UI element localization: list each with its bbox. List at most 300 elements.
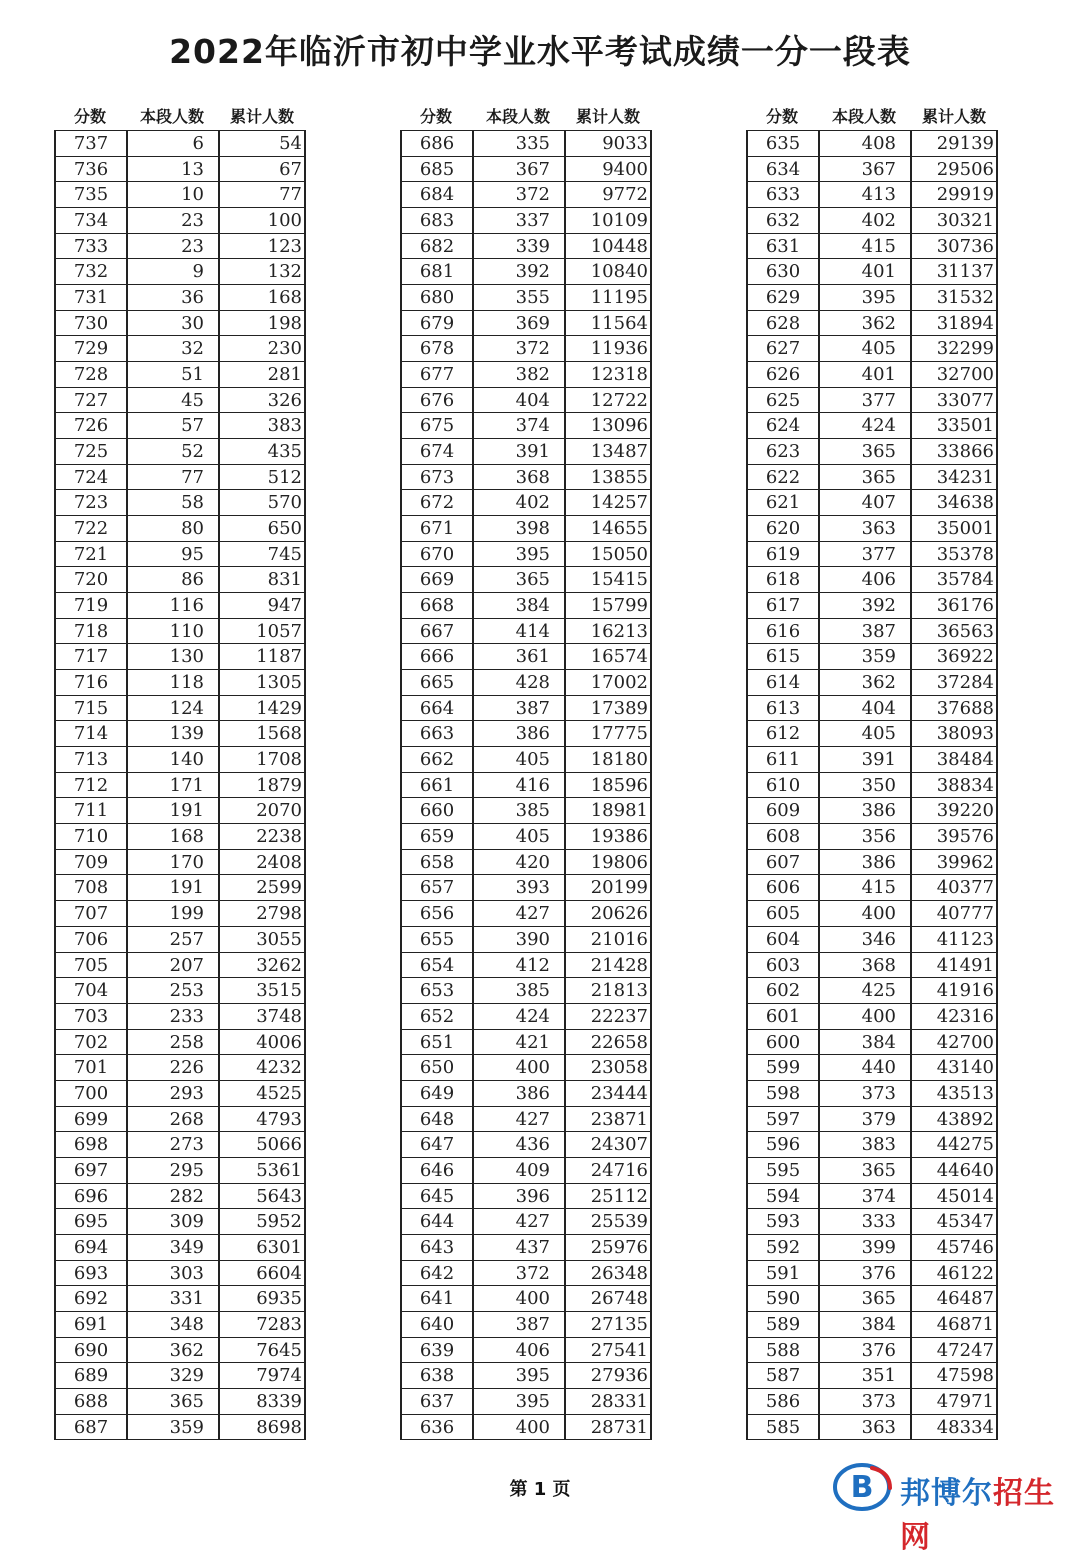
count-cell: 368 — [472, 465, 564, 491]
count-cell: 191 — [126, 798, 218, 824]
total-cell: 26748 — [564, 1286, 652, 1312]
header-count: 本段人数 — [485, 107, 550, 126]
count-cell: 390 — [472, 927, 564, 953]
score-cell: 724 — [54, 465, 126, 491]
table-row — [400, 1338, 652, 1364]
total-cell: 25112 — [564, 1184, 652, 1210]
total-cell: 33501 — [910, 413, 998, 439]
score-cell: 604 — [746, 927, 818, 953]
score-cell: 611 — [746, 747, 818, 773]
score-cell: 635 — [746, 131, 818, 157]
total-cell: 12722 — [564, 388, 652, 414]
score-cell: 716 — [54, 670, 126, 696]
total-cell: 5952 — [218, 1209, 306, 1235]
total-cell: 6604 — [218, 1261, 306, 1287]
count-cell: 387 — [472, 696, 564, 722]
score-cell: 684 — [400, 182, 472, 208]
count-cell: 404 — [472, 388, 564, 414]
table-row — [746, 747, 998, 773]
score-cell: 662 — [400, 747, 472, 773]
total-cell: 34231 — [910, 465, 998, 491]
count-cell: 392 — [472, 259, 564, 285]
count-cell: 416 — [472, 773, 564, 799]
table-row — [400, 362, 652, 388]
total-cell: 2408 — [218, 850, 306, 876]
count-cell: 393 — [472, 875, 564, 901]
count-cell: 368 — [818, 953, 910, 979]
score-cell: 659 — [400, 824, 472, 850]
table-row — [746, 336, 998, 362]
table-row — [746, 1055, 998, 1081]
table-row — [746, 927, 998, 953]
total-cell: 43513 — [910, 1081, 998, 1107]
table-row — [400, 798, 652, 824]
table-row — [54, 1261, 306, 1287]
total-cell: 13487 — [564, 439, 652, 465]
score-cell: 649 — [400, 1081, 472, 1107]
total-cell: 17775 — [564, 721, 652, 747]
count-cell: 377 — [818, 542, 910, 568]
total-cell: 570 — [218, 490, 306, 516]
table-rows — [400, 130, 652, 1440]
total-cell: 29919 — [910, 182, 998, 208]
count-cell: 116 — [126, 593, 218, 619]
table-row — [746, 1107, 998, 1133]
count-cell: 331 — [126, 1286, 218, 1312]
total-cell: 2798 — [218, 901, 306, 927]
header-total: 累计人数 — [575, 107, 640, 126]
table-row — [746, 1261, 998, 1287]
count-cell: 52 — [126, 439, 218, 465]
count-cell: 412 — [472, 953, 564, 979]
total-cell: 27541 — [564, 1338, 652, 1364]
table-row — [400, 388, 652, 414]
total-cell: 35001 — [910, 516, 998, 542]
total-cell: 383 — [218, 413, 306, 439]
total-cell: 36563 — [910, 619, 998, 645]
table-row — [746, 953, 998, 979]
total-cell: 22237 — [564, 1004, 652, 1030]
table-row — [54, 1132, 306, 1158]
total-cell: 46122 — [910, 1261, 998, 1287]
count-cell: 333 — [818, 1209, 910, 1235]
table-row — [400, 670, 652, 696]
total-cell: 25539 — [564, 1209, 652, 1235]
total-cell: 67 — [218, 157, 306, 183]
total-cell: 18981 — [564, 798, 652, 824]
count-cell: 350 — [818, 773, 910, 799]
score-cell: 696 — [54, 1184, 126, 1210]
score-cell: 688 — [54, 1389, 126, 1415]
count-cell: 406 — [472, 1338, 564, 1364]
score-cell: 728 — [54, 362, 126, 388]
count-cell: 170 — [126, 850, 218, 876]
total-cell: 37284 — [910, 670, 998, 696]
total-cell: 281 — [218, 362, 306, 388]
total-cell: 45347 — [910, 1209, 998, 1235]
count-cell: 427 — [472, 1209, 564, 1235]
score-cell: 709 — [54, 850, 126, 876]
score-cell: 655 — [400, 927, 472, 953]
count-cell: 367 — [472, 157, 564, 183]
table-row — [400, 157, 652, 183]
total-cell: 28731 — [564, 1415, 652, 1441]
score-cell: 587 — [746, 1363, 818, 1389]
table-row — [746, 850, 998, 876]
count-cell: 329 — [126, 1363, 218, 1389]
count-cell: 351 — [818, 1363, 910, 1389]
score-cell: 725 — [54, 439, 126, 465]
table-header — [54, 104, 306, 130]
table-row — [400, 773, 652, 799]
table-row — [400, 927, 652, 953]
table-row — [54, 388, 306, 414]
total-cell: 38093 — [910, 721, 998, 747]
count-cell: 398 — [472, 516, 564, 542]
score-cell: 681 — [400, 259, 472, 285]
score-cell: 713 — [54, 747, 126, 773]
total-cell: 18596 — [564, 773, 652, 799]
count-cell: 6 — [126, 131, 218, 157]
total-cell: 831 — [218, 567, 306, 593]
score-cell: 586 — [746, 1389, 818, 1415]
table-row — [54, 670, 306, 696]
score-cell: 673 — [400, 465, 472, 491]
watermark-text-part1: 邦博尔 — [900, 1476, 993, 1511]
table-row — [746, 490, 998, 516]
count-cell: 420 — [472, 850, 564, 876]
count-cell: 191 — [126, 875, 218, 901]
count-cell: 382 — [472, 362, 564, 388]
count-cell: 424 — [818, 413, 910, 439]
score-cell: 668 — [400, 593, 472, 619]
count-cell: 348 — [126, 1312, 218, 1338]
total-cell: 14655 — [564, 516, 652, 542]
score-cell: 614 — [746, 670, 818, 696]
table-row — [400, 234, 652, 260]
table-row — [54, 773, 306, 799]
total-cell: 23058 — [564, 1055, 652, 1081]
table-row — [746, 773, 998, 799]
total-cell: 230 — [218, 336, 306, 362]
table-row — [54, 542, 306, 568]
count-cell: 392 — [818, 593, 910, 619]
total-cell: 39220 — [910, 798, 998, 824]
count-cell: 402 — [472, 490, 564, 516]
table-row — [54, 413, 306, 439]
score-cell: 732 — [54, 259, 126, 285]
total-cell: 39962 — [910, 850, 998, 876]
count-cell: 199 — [126, 901, 218, 927]
table-row — [54, 721, 306, 747]
total-cell: 44275 — [910, 1132, 998, 1158]
table-row — [746, 1209, 998, 1235]
count-cell: 233 — [126, 1004, 218, 1030]
count-cell: 355 — [472, 285, 564, 311]
count-cell: 374 — [818, 1184, 910, 1210]
count-cell: 386 — [472, 1081, 564, 1107]
table-row — [400, 1107, 652, 1133]
score-cell: 691 — [54, 1312, 126, 1338]
table-row — [54, 182, 306, 208]
total-cell: 41916 — [910, 978, 998, 1004]
count-cell: 376 — [818, 1261, 910, 1287]
table-row — [54, 824, 306, 850]
total-cell: 11195 — [564, 285, 652, 311]
score-cell: 643 — [400, 1235, 472, 1261]
total-cell: 435 — [218, 439, 306, 465]
score-cell: 591 — [746, 1261, 818, 1287]
total-cell: 11564 — [564, 311, 652, 337]
table-rows — [746, 130, 998, 1440]
score-cell: 695 — [54, 1209, 126, 1235]
count-cell: 407 — [818, 490, 910, 516]
table-row — [54, 131, 306, 157]
score-cell: 715 — [54, 696, 126, 722]
score-cell: 664 — [400, 696, 472, 722]
score-cell: 700 — [54, 1081, 126, 1107]
count-cell: 293 — [126, 1081, 218, 1107]
score-cell: 630 — [746, 259, 818, 285]
table-row — [54, 1209, 306, 1235]
score-cell: 599 — [746, 1055, 818, 1081]
table-row — [400, 285, 652, 311]
count-cell: 379 — [818, 1107, 910, 1133]
total-cell: 32700 — [910, 362, 998, 388]
table-row — [400, 593, 652, 619]
score-cell: 642 — [400, 1261, 472, 1287]
total-cell: 33077 — [910, 388, 998, 414]
count-cell: 80 — [126, 516, 218, 542]
score-cell: 595 — [746, 1158, 818, 1184]
table-row — [54, 1055, 306, 1081]
score-cell: 735 — [54, 182, 126, 208]
count-cell: 365 — [126, 1389, 218, 1415]
total-cell: 35784 — [910, 567, 998, 593]
table-row — [746, 362, 998, 388]
table-row — [54, 1107, 306, 1133]
table-row — [400, 1286, 652, 1312]
count-cell: 386 — [818, 798, 910, 824]
total-cell: 30321 — [910, 208, 998, 234]
total-cell: 11936 — [564, 336, 652, 362]
total-cell: 2070 — [218, 798, 306, 824]
count-cell: 362 — [818, 311, 910, 337]
count-cell: 400 — [818, 1004, 910, 1030]
total-cell: 20626 — [564, 901, 652, 927]
score-cell: 603 — [746, 953, 818, 979]
total-cell: 10109 — [564, 208, 652, 234]
count-cell: 309 — [126, 1209, 218, 1235]
table-row — [746, 182, 998, 208]
count-cell: 376 — [818, 1338, 910, 1364]
score-cell: 686 — [400, 131, 472, 157]
total-cell: 33866 — [910, 439, 998, 465]
total-cell: 2238 — [218, 824, 306, 850]
table-row — [746, 593, 998, 619]
table-row — [400, 1389, 652, 1415]
score-cell: 689 — [54, 1363, 126, 1389]
count-cell: 36 — [126, 285, 218, 311]
total-cell: 1568 — [218, 721, 306, 747]
total-cell: 36176 — [910, 593, 998, 619]
count-cell: 436 — [472, 1132, 564, 1158]
page-title: 2022年临沂市初中学业水平考试成绩一分一段表 — [169, 32, 911, 71]
count-cell: 257 — [126, 927, 218, 953]
total-cell: 3515 — [218, 978, 306, 1004]
count-cell: 387 — [472, 1312, 564, 1338]
total-cell: 1879 — [218, 773, 306, 799]
score-cell: 693 — [54, 1261, 126, 1287]
score-cell: 705 — [54, 953, 126, 979]
score-cell: 711 — [54, 798, 126, 824]
watermark-text — [900, 1468, 1072, 1556]
score-cell: 708 — [54, 875, 126, 901]
total-cell: 31532 — [910, 285, 998, 311]
total-cell: 15415 — [564, 567, 652, 593]
table-row — [746, 1158, 998, 1184]
count-cell: 391 — [472, 439, 564, 465]
score-cell: 723 — [54, 490, 126, 516]
count-cell: 373 — [818, 1389, 910, 1415]
table-row — [54, 1235, 306, 1261]
score-cell: 612 — [746, 721, 818, 747]
table-row — [54, 927, 306, 953]
score-cell: 706 — [54, 927, 126, 953]
table-row — [746, 516, 998, 542]
count-cell: 365 — [472, 567, 564, 593]
count-cell: 365 — [818, 465, 910, 491]
score-cell: 590 — [746, 1286, 818, 1312]
table-row — [54, 953, 306, 979]
count-cell: 396 — [472, 1184, 564, 1210]
count-cell: 10 — [126, 182, 218, 208]
total-cell: 46487 — [910, 1286, 998, 1312]
score-cell: 736 — [54, 157, 126, 183]
score-cell: 719 — [54, 593, 126, 619]
table-row — [400, 131, 652, 157]
count-cell: 51 — [126, 362, 218, 388]
table-row — [746, 1389, 998, 1415]
score-cell: 647 — [400, 1132, 472, 1158]
table-row — [54, 1312, 306, 1338]
count-cell: 30 — [126, 311, 218, 337]
count-cell: 207 — [126, 953, 218, 979]
total-cell: 44640 — [910, 1158, 998, 1184]
table-row — [54, 234, 306, 260]
table-row — [54, 619, 306, 645]
score-cell: 629 — [746, 285, 818, 311]
score-cell: 645 — [400, 1184, 472, 1210]
count-cell: 139 — [126, 721, 218, 747]
table-row — [54, 1030, 306, 1056]
score-cell: 714 — [54, 721, 126, 747]
table-row — [746, 1286, 998, 1312]
header-total: 累计人数 — [229, 107, 294, 126]
score-cell: 697 — [54, 1158, 126, 1184]
watermark-logo — [832, 1462, 1072, 1555]
table-row — [400, 490, 652, 516]
table-row — [746, 1235, 998, 1261]
count-cell: 268 — [126, 1107, 218, 1133]
table-row — [400, 978, 652, 1004]
total-cell: 7974 — [218, 1363, 306, 1389]
table-row — [746, 901, 998, 927]
count-cell: 440 — [818, 1055, 910, 1081]
table-row — [54, 1004, 306, 1030]
table-row — [54, 644, 306, 670]
score-table-column-3 — [746, 104, 998, 1440]
count-cell: 45 — [126, 388, 218, 414]
table-row — [54, 696, 306, 722]
table-row — [746, 465, 998, 491]
table-row — [400, 875, 652, 901]
total-cell: 48334 — [910, 1415, 998, 1441]
score-cell: 605 — [746, 901, 818, 927]
total-cell: 9033 — [564, 131, 652, 157]
table-row — [746, 567, 998, 593]
total-cell: 31894 — [910, 311, 998, 337]
table-row — [400, 465, 652, 491]
total-cell: 21016 — [564, 927, 652, 953]
table-row — [746, 875, 998, 901]
score-cell: 610 — [746, 773, 818, 799]
table-row — [400, 1081, 652, 1107]
score-cell: 596 — [746, 1132, 818, 1158]
total-cell: 41491 — [910, 953, 998, 979]
table-row — [400, 1363, 652, 1389]
total-cell: 25976 — [564, 1235, 652, 1261]
count-cell: 427 — [472, 901, 564, 927]
score-cell: 640 — [400, 1312, 472, 1338]
count-cell: 295 — [126, 1158, 218, 1184]
count-cell: 405 — [818, 336, 910, 362]
total-cell: 8698 — [218, 1415, 306, 1441]
table-row — [54, 336, 306, 362]
count-cell: 405 — [472, 747, 564, 773]
table-row — [400, 182, 652, 208]
total-cell: 27135 — [564, 1312, 652, 1338]
table-row — [400, 413, 652, 439]
score-cell: 598 — [746, 1081, 818, 1107]
count-cell: 415 — [818, 234, 910, 260]
score-cell: 619 — [746, 542, 818, 568]
count-cell: 365 — [818, 1286, 910, 1312]
table-row — [400, 311, 652, 337]
total-cell: 13855 — [564, 465, 652, 491]
count-cell: 414 — [472, 619, 564, 645]
score-cell: 588 — [746, 1338, 818, 1364]
table-row — [400, 1415, 652, 1441]
table-row — [54, 978, 306, 1004]
count-cell: 384 — [472, 593, 564, 619]
count-cell: 140 — [126, 747, 218, 773]
table-row — [746, 978, 998, 1004]
count-cell: 13 — [126, 157, 218, 183]
table-row — [400, 696, 652, 722]
total-cell: 6935 — [218, 1286, 306, 1312]
table-row — [746, 1132, 998, 1158]
score-cell: 660 — [400, 798, 472, 824]
score-cell: 592 — [746, 1235, 818, 1261]
total-cell: 1187 — [218, 644, 306, 670]
score-cell: 720 — [54, 567, 126, 593]
total-cell: 4793 — [218, 1107, 306, 1133]
score-cell: 707 — [54, 901, 126, 927]
total-cell: 7645 — [218, 1338, 306, 1364]
count-cell: 86 — [126, 567, 218, 593]
score-cell: 683 — [400, 208, 472, 234]
